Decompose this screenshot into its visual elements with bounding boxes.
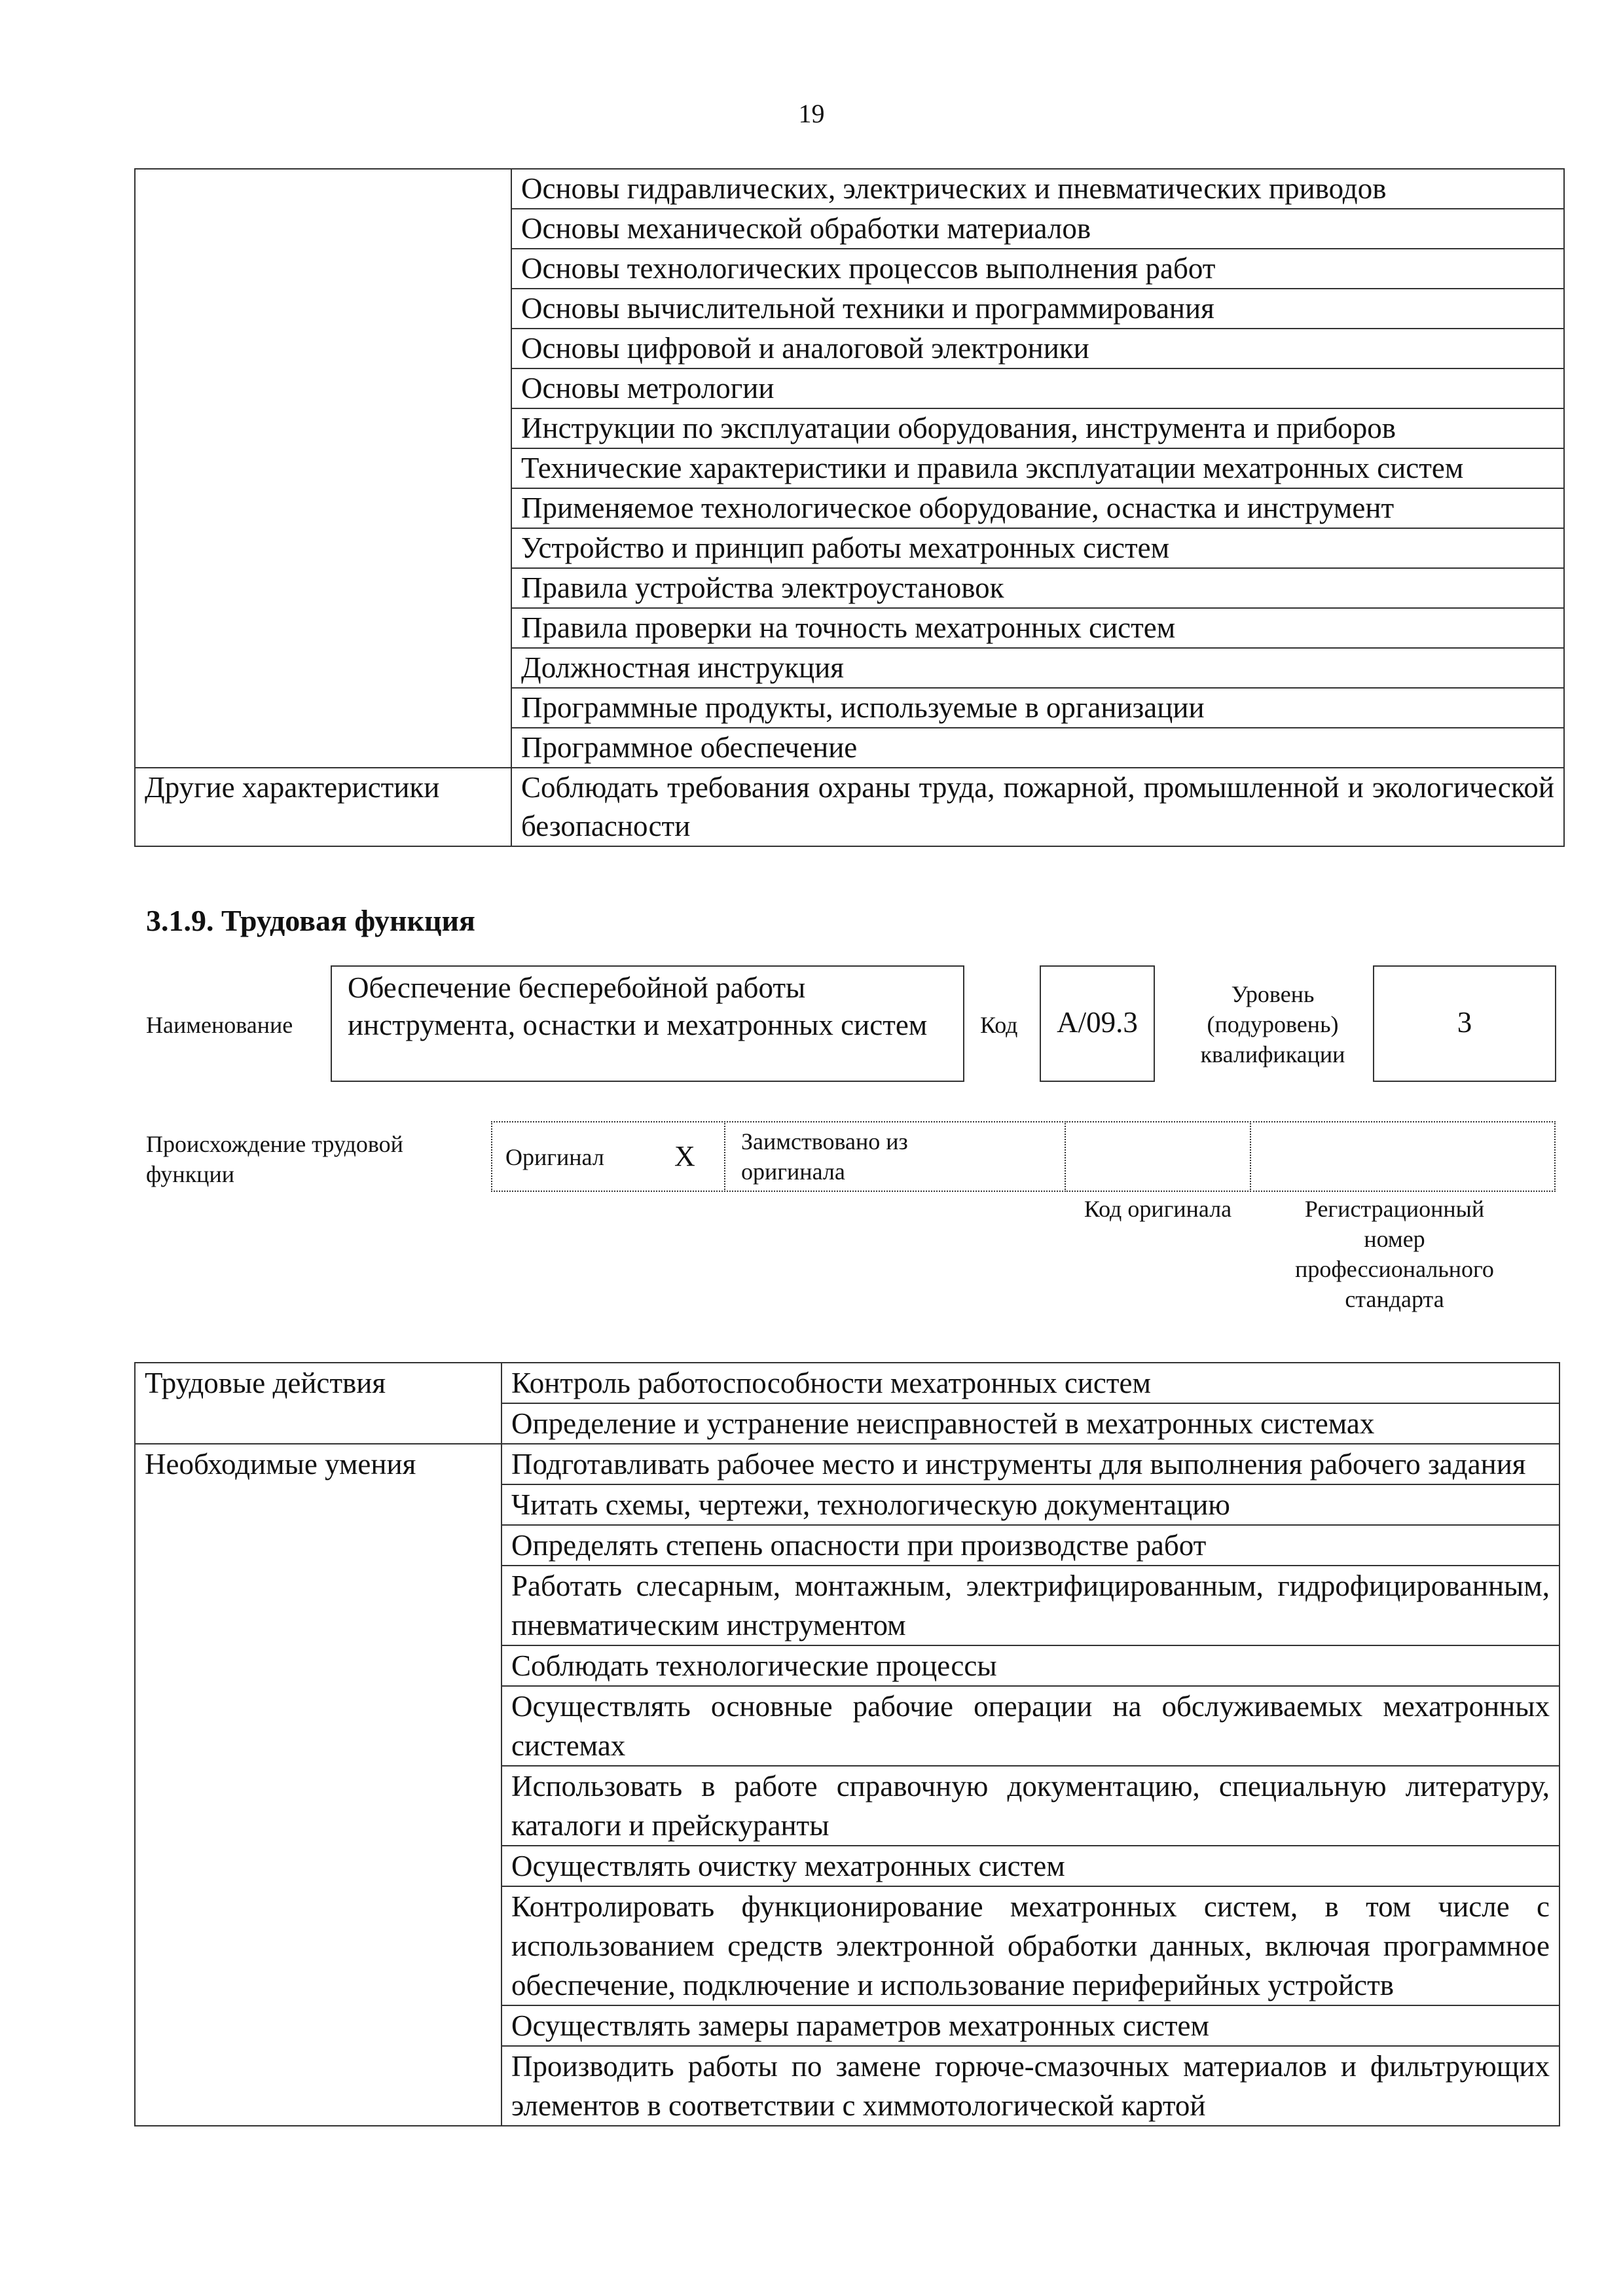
list-item: Читать схемы, чертежи, технологическую документацию bbox=[501, 1484, 1559, 1525]
list-item: Основы вычислительной техники и программирования bbox=[511, 289, 1564, 329]
table-row bbox=[135, 768, 1564, 846]
page-number: 19 bbox=[798, 99, 825, 128]
list-item: Основы метрологии bbox=[511, 368, 1564, 408]
list-item: Производить работы по замене горюче-смазочных материалов и фильтрующих элементов в соответствии с химмотологической картой bbox=[501, 2046, 1559, 2126]
code-value: А/09.3 bbox=[1057, 1006, 1138, 1039]
original-mark: X bbox=[674, 1140, 695, 1172]
list-item: Осуществлять замеры параметров мехатронных систем bbox=[501, 2005, 1559, 2046]
list-item: Устройство и принцип работы мехатронных систем bbox=[511, 528, 1564, 568]
list-item: Программные продукты, используемые в организации bbox=[511, 688, 1564, 728]
list-item: Осуществлять очистку мехатронных систем bbox=[501, 1846, 1559, 1886]
list-item: Подготавливать рабочее место и инструменты для выполнения рабочего задания bbox=[501, 1444, 1559, 1484]
list-item: Контролировать функционирование мехатронных систем, в том числе с использованием средств электронной обработки данных, включая программное обеспечение, подключение и использование периферийных устройств bbox=[501, 1886, 1559, 2005]
list-item: Правила устройства электроустановок bbox=[511, 568, 1564, 608]
list-item: Определять степень опасности при производстве работ bbox=[501, 1525, 1559, 1566]
borrowed-box bbox=[724, 1121, 1066, 1192]
list-item: Правила проверки на точность мехатронных систем bbox=[511, 608, 1564, 648]
skills-label: Необходимые умения bbox=[135, 1444, 501, 2126]
table-row bbox=[135, 169, 1564, 209]
list-item: Технические характеристики и правила эксплуатации мехатронных систем bbox=[511, 448, 1564, 488]
list-item: Осуществлять основные рабочие операции на обслуживаемых мехатронных системах bbox=[501, 1686, 1559, 1766]
list-item: Работать слесарным, монтажным, электрифицированным, гидрофицированным, пневматическим инструментом bbox=[501, 1566, 1559, 1645]
knowledge-table bbox=[134, 168, 1565, 847]
original-box bbox=[491, 1121, 725, 1192]
table-row bbox=[135, 1363, 1559, 1403]
registration-number-box bbox=[1250, 1121, 1556, 1192]
list-item: Основы гидравлических, электрических и пневматических приводов bbox=[511, 169, 1564, 209]
name-value: Обеспечение бесперебойной работы инструмента, оснастки и мехатронных систем bbox=[348, 971, 928, 1041]
actions-skills-table bbox=[134, 1362, 1560, 2126]
name-label: Наименование bbox=[146, 1012, 293, 1038]
list-item: Контроль работоспособности мехатронных систем bbox=[501, 1363, 1559, 1403]
origin-label: Происхождение трудовой функции bbox=[146, 1131, 403, 1187]
table-row bbox=[135, 1444, 1559, 1484]
list-item: Использовать в работе справочную документацию, специальную литературу, каталоги и прейскуранты bbox=[501, 1766, 1559, 1846]
list-item: Должностная инструкция bbox=[511, 648, 1564, 688]
code-box bbox=[1040, 965, 1155, 1082]
original-code-box bbox=[1065, 1121, 1251, 1192]
original-label: Оригинал bbox=[505, 1144, 604, 1170]
original-code-caption: Код оригинала bbox=[1084, 1196, 1232, 1222]
actions-label: Трудовые действия bbox=[135, 1363, 501, 1444]
list-item: Программное обеспечение bbox=[511, 728, 1564, 768]
code-label: Код bbox=[980, 1012, 1018, 1038]
borrowed-label: Заимствовано из оригинала bbox=[741, 1128, 908, 1185]
empty-label-cell bbox=[135, 169, 511, 768]
level-box bbox=[1373, 965, 1556, 1082]
level-value: 3 bbox=[1457, 1006, 1472, 1039]
list-item: Основы технологических процессов выполнения работ bbox=[511, 249, 1564, 289]
registration-number-caption: Регистрационный номер профессионального стандарта bbox=[1295, 1196, 1494, 1312]
other-characteristics-value: Соблюдать требования охраны труда, пожарной, промышленной и экологической безопасности bbox=[511, 768, 1564, 846]
section-heading: 3.1.9. Трудовая функция bbox=[146, 904, 475, 937]
list-item: Соблюдать технологические процессы bbox=[501, 1645, 1559, 1686]
name-box bbox=[331, 965, 964, 1082]
list-item: Основы цифровой и аналоговой электроники bbox=[511, 329, 1564, 368]
list-item: Определение и устранение неисправностей в мехатронных системах bbox=[501, 1403, 1559, 1444]
level-label: Уровень (подуровень) квалификации bbox=[1200, 981, 1345, 1067]
list-item: Применяемое технологическое оборудование, оснастка и инструмент bbox=[511, 488, 1564, 528]
list-item: Инструкции по эксплуатации оборудования, инструмента и приборов bbox=[511, 408, 1564, 448]
other-characteristics-label: Другие характеристики bbox=[135, 768, 511, 846]
list-item: Основы механической обработки материалов bbox=[511, 209, 1564, 249]
